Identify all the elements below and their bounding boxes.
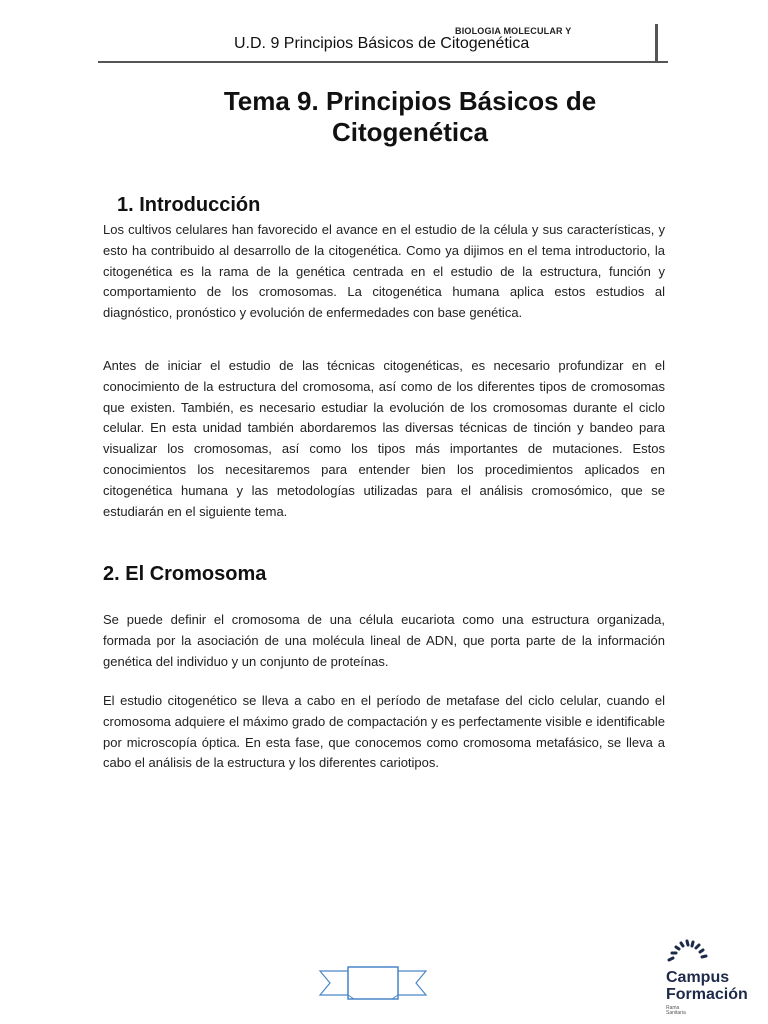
paragraph-intro-1: Los cultivos celulares han favorecido el avance en el estudio de la célula y sus características, y esto ha contribuido al desarrollo de la citogenética. Como ya dijimos en el tema introductorio, la citogenética es la rama de la genética centrada en el estudio de la estructura, función y comportamiento de los cromosomas. La citogenética humana aplica estos estudios al diagnóstico, pronóstico y evolución de enfermedades con base genética.: [103, 222, 665, 321]
paragraph-intro-2: Antes de iniciar el estudio de las técnicas citogenéticas, es necesario profundizar en el conocimiento de la estructura del cromosoma, así como de los diferentes tipos de cromosomas que existen. También, es necesario estudiar la evolución de los cromosomas durante el ciclo celular. En esta unidad también abordaremos las diversas técnicas de tinción y bandeo para visualizar los cromosomas, así como los tipos más importantes de mutaciones. Estos conocimientos los necesitaremos para entender bien los procedimientos aplicados en citogenética humana y las metodologías utilizadas para el análisis cromosómico, que se estudiarán en el siguiente tema.: [103, 358, 665, 519]
header-unit-title: U.D. 9 Principios Básicos de Citogenética: [234, 35, 530, 52]
logo-line-formacion: Formación: [666, 986, 748, 1003]
logo-sub-sanitaria: Sanitaria: [666, 1010, 686, 1016]
header-vertical-divider: [655, 24, 658, 61]
paragraph-cromosoma-2: El estudio citogenético se lleva a cabo en el período de metafase del ciclo celular, cuando el cromosoma adquiere el máximo grado de compactación y es perfectamente visible e identificable por microscopía óptica. En esta fase, que conocemos como cromosoma metafásico, se lleva a cabo el análisis de la estructura y los diferentes cariotipos.: [103, 693, 665, 771]
header-subject-label: BIOLOGIA MOLECULAR Y: [455, 26, 572, 35]
logo-subtitle: [666, 1006, 686, 1016]
section-heading-introduccion: 1. Introducción: [117, 194, 261, 216]
logo-line-campus: Campus: [666, 969, 730, 986]
footer-ribbon-decoration: [318, 965, 428, 1005]
paragraph-cromosoma-1: Se puede definir el cromosoma de una célula eucariota como una estructura organizada, formada por la asociación de una molécula lineal de ADN, que porta parte de la información genética del individuo y un conjunto de proteínas.: [103, 612, 665, 669]
header-divider: [98, 61, 668, 63]
section-heading-cromosoma: 2. El Cromosoma: [103, 563, 267, 585]
campus-formacion-logo-icon: [666, 938, 710, 964]
document-title-line1: Tema 9. Principios Básicos de: [223, 86, 597, 116]
document-title: [140, 86, 680, 148]
logo-sub-rama: Rama: [666, 1005, 680, 1011]
document-title-line2: Citogenética: [331, 117, 489, 147]
campus-formacion-logo-text: [666, 969, 748, 1003]
